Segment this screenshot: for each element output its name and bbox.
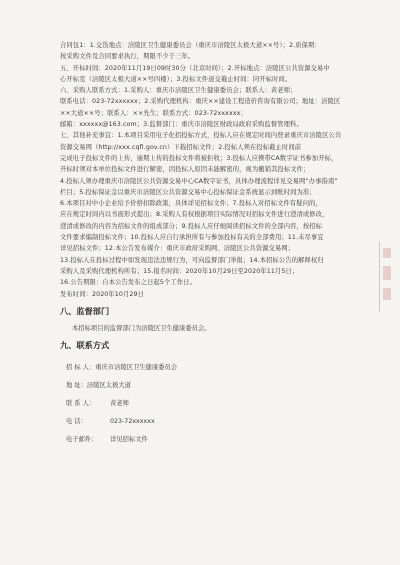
body-line: 开标时须对本单位投标文件进行解密，因投标人原因未能解密的，视为撤销其投标文件； (60, 166, 310, 174)
contact-email-row (66, 434, 148, 443)
body-line: 文件要求编制投标文件；10.投标人应自行承担所有与参加投标有关的全部费用；11.未尽事宜 (60, 234, 324, 242)
contact-phone-row (66, 416, 155, 425)
body-line: 邮箱：xxxxxx@163.com；3.监督部门：重庆市涪陵区财政局政府采购监督管理科。 (60, 121, 303, 129)
body-line: 资源交易网（http://xxx.cqfl.gov.cn）下载招标文件；2.投标人须在投标截止时间前 (60, 143, 302, 151)
contact-value: 黄老师 (110, 400, 129, 407)
contact-key: 联 系 人： (66, 400, 96, 407)
supervision-text: 本招标项目的监督部门为涪陵区卫生健康委员会。 (72, 325, 211, 332)
seal-stamp-edge (379, 242, 394, 312)
contact-person-row (66, 398, 129, 407)
body-line: 16.公告期限：自本公告发布之日起5个工作日。 (60, 279, 196, 287)
contact-key: 电子邮件： (66, 436, 98, 443)
contact-address: 地 址：涪陵区太极大道 (66, 382, 131, 389)
body-line: 澄清或修改的内容为招标文件的组成部分；9.投标人应仔细阅读招标文件的全部内容，按招标 (60, 222, 323, 230)
body-line: 六、采购人联系方式：1.采购人：重庆市涪陵区卫生健康委员会；联系人：黄老师； (60, 87, 297, 95)
body-line: 4.投标人须办理重庆市涪陵区公共资源交易中心CA数字证书，具体办理流程详见交易网“办事指南” (60, 177, 338, 185)
seal-mark (383, 266, 391, 280)
body-line: 详见招标文件；12.本公告发布媒介：重庆市政府采购网、涪陵区公共资源交易网； (60, 245, 295, 253)
supervision-heading: 八、监督部门 (60, 306, 110, 316)
body-line: 完成电子投标文件的上传，逾期上传的投标文件将被拒收；3.投标人应携带CA数字证书参加开标， (60, 154, 338, 162)
contact-value: 023-72xxxxxx (110, 418, 155, 425)
body-line: 五、开标时间：2020年11月19日09时30分（北京时间）；2.开标地点：涪陵区公共资源交易中 (60, 64, 330, 72)
body-line: 采购人及采购代理机构所有；15.报名时间：2020年10月29日至2020年11月5日； (60, 267, 299, 275)
body-line: 联系电话：023-72xxxxxx；2.采购代理机构：重庆××建设工程造价咨询有限公司；地址：涪陵区 (60, 98, 341, 106)
contact-key: 电 话： (66, 418, 87, 425)
seal-mark (383, 288, 391, 300)
contact-org-name: 招 标 人：重庆市涪陵区卫生健康委员会 (66, 364, 178, 371)
body-line: 心开标室（涪陵区太极大道××号四楼）；3.投标文件递交截止时间：同开标时间。 (60, 75, 292, 83)
seal-mark (383, 248, 391, 258)
contact-heading: 九、联系方式 (60, 340, 110, 350)
body-line: 合同包1：1.交货地点：涪陵区卫生健康委员会（重庆市涪陵区太极大道××号）；2.质保期： (60, 42, 321, 49)
body-line: ××大道××号；联系人：××先生；联系方式：023-72xxxxxx； (60, 109, 247, 117)
announcement-body (60, 40, 360, 300)
body-line: 发布时间：2020年10月29日 (60, 290, 145, 298)
body-line: 七、其他补充事宜：1.本项目采用电子化招投标方式，投标人应在规定时间内登录重庆市涪陵区公共 (60, 132, 342, 140)
contact-value: 详见招标文件 (110, 436, 148, 443)
body-line: 6.本项目对中小企业给予价格扣除政策，具体详见招标文件；7.投标人对招标文件有疑问的， (60, 200, 322, 208)
body-line: 应在规定时间内以书面形式提出；8.采购人有权根据项目实际情况对招标文件进行澄清或修改， (60, 211, 329, 219)
body-line: 栏目；5.投标保证金以重庆市涪陵区公共资源交易中心投标保证金系统显示到账时间为准； (60, 188, 316, 196)
body-line: 按采购文件及合同要求执行，期限不少于三年。 (60, 53, 195, 61)
body-line: 13.投标人在投标过程中如发现违法违规行为，可向监督部门举报；14.本招标公告的解释权归 (60, 256, 324, 264)
